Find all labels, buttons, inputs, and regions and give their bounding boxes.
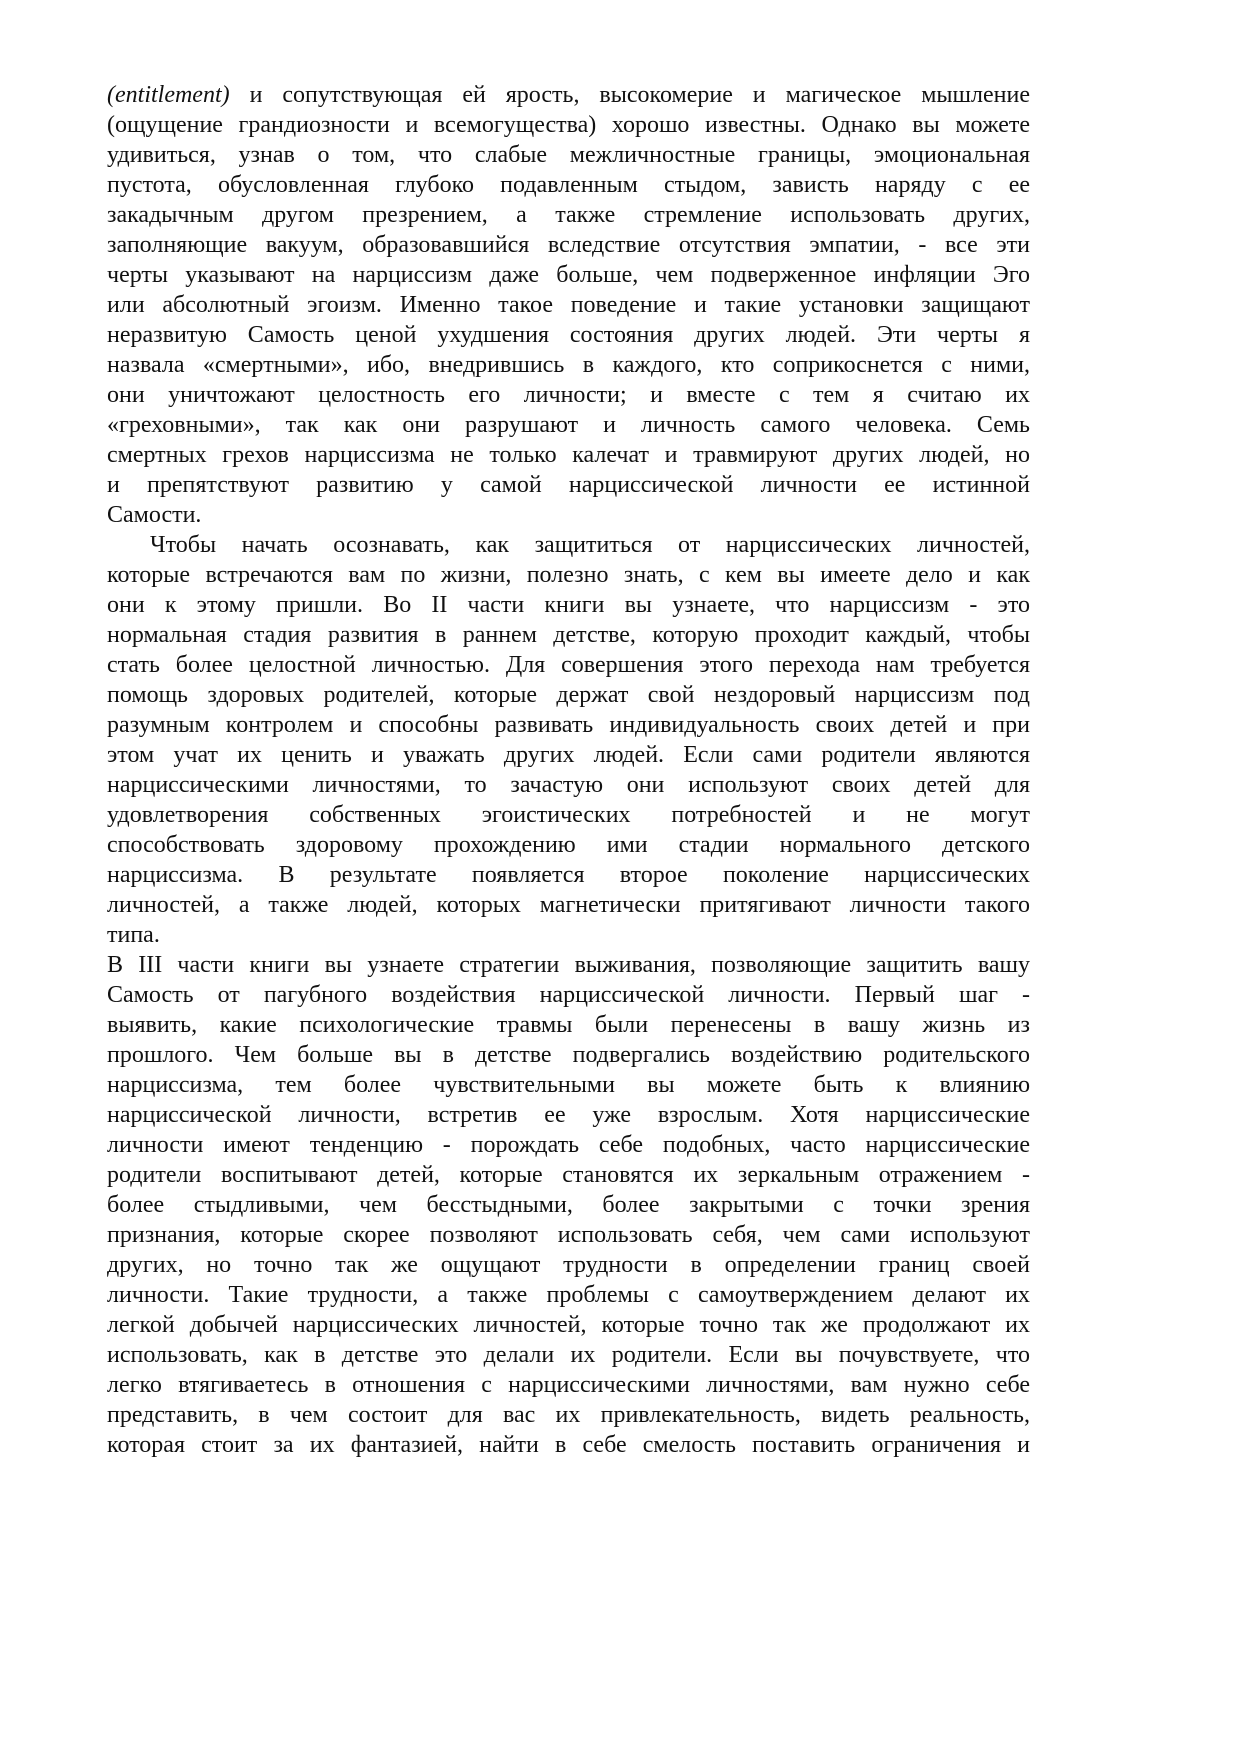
text-line: способствовать здоровому прохождению ими стадии нормального детского [107, 832, 1030, 858]
text-line: стать более целостной личностью. Для совершения этого перехода нам требуется [107, 652, 1030, 678]
text-line: и препятствуют развитию у самой нарциссической личности ее истинной [107, 472, 1030, 498]
paragraph [107, 80, 1030, 530]
text-line: (ощущение грандиозности и всемогущества) хорошо известны. Однако вы можете [107, 112, 1030, 138]
text-line: которые встречаются вам по жизни, полезно знать, с кем вы имеете дело и как [107, 562, 1030, 588]
text-line: смертных грехов нарциссизма не только калечат и травмируют других людей, но [107, 442, 1030, 468]
text-line: Самость от пагубного воздействия нарциссической личности. Первый шаг - [107, 982, 1030, 1008]
text-line: легко втягиваетесь в отношения с нарциссическими личностями, вам нужно себе [107, 1372, 1030, 1398]
text-line: личности имеют тенденцию - порождать себе подобных, часто нарциссические [107, 1132, 1030, 1158]
text-line: типа. [107, 922, 160, 948]
text-line: они уничтожают целостность его личности; и вместе с тем я считаю их [107, 382, 1030, 408]
text-line: личностей, а также людей, которых магнетически притягивают личности такого [107, 892, 1030, 918]
text-line: неразвитую Самость ценой ухудшения состояния других людей. Эти черты я [107, 322, 1030, 348]
text-line: назвала «смертными», ибо, внедрившись в каждого, кто соприкоснется с ними, [107, 352, 1030, 378]
text-line: нарциссическими личностями, то зачастую они используют своих детей для [107, 772, 1030, 798]
text-line: (entitlement) и сопутствующая ей ярость, высокомерие и магическое мышление [107, 82, 1031, 108]
text-line: удивиться, узнав о том, что слабые межличностные границы, эмоциональная [107, 142, 1030, 168]
text-line: помощь здоровых родителей, которые держат свой нездоровый нарциссизм под [107, 682, 1030, 708]
text-line: родители воспитывают детей, которые становятся их зеркальным отражением - [107, 1162, 1030, 1188]
text-line: пустота, обусловленная глубоко подавленным стыдом, зависть наряду с ее [107, 172, 1030, 198]
text-line: или абсолютный эгоизм. Именно такое поведение и такие установки защищают [107, 292, 1030, 318]
text-line: других, но точно так же ощущают трудности в определении границ своей [107, 1252, 1030, 1278]
paragraph [107, 950, 1030, 1460]
text-line: личности. Такие трудности, а также проблемы с самоутверждением делают их [107, 1282, 1030, 1308]
text-line: этом учат их ценить и уважать других людей. Если сами родители являются [107, 742, 1030, 768]
text-line: Самости. [107, 502, 202, 528]
text-line: они к этому пришли. Во II части книги вы узнаете, что нарциссизм - это [107, 592, 1030, 618]
text-line: нарциссизма. В результате появляется второе поколение нарциссических [107, 862, 1030, 888]
text-line: Чтобы начать осознавать, как защититься от нарциссических личностей, [150, 532, 1030, 558]
text-line: удовлетворения собственных эгоистических потребностей и не могут [107, 802, 1030, 828]
text-line: нарциссической личности, встретив ее уже взрослым. Хотя нарциссические [107, 1102, 1030, 1128]
text-line: использовать, как в детстве это делали их родители. Если вы почувствуете, что [107, 1342, 1030, 1368]
paragraph [107, 530, 1030, 950]
italic-term: (entitlement) [107, 82, 230, 108]
text-line: нормальная стадия развития в раннем детстве, которую проходит каждый, чтобы [107, 622, 1030, 648]
document-page [107, 80, 1030, 1460]
text-line: заполняющие вакуум, образовавшийся вследствие отсутствия эмпатии, - все эти [107, 232, 1030, 258]
text-line: нарциссизма, тем более чувствительными вы можете быть к влиянию [107, 1072, 1030, 1098]
text-line: черты указывают на нарциссизм даже больше, чем подверженное инфляции Эго [107, 262, 1030, 288]
text-line: которая стоит за их фантазией, найти в себе смелость поставить ограничения и [107, 1432, 1030, 1458]
text-line: разумным контролем и способны развивать индивидуальность своих детей и при [107, 712, 1030, 738]
text-line: признания, которые скорее позволяют использовать себя, чем сами используют [107, 1222, 1030, 1248]
text-line: В III части книги вы узнаете стратегии выживания, позволяющие защитить вашу [107, 952, 1030, 978]
text-line: «греховными», так как они разрушают и личность самого человека. Семь [107, 412, 1030, 438]
text-line: более стыдливыми, чем бесстыдными, более закрытыми с точки зрения [107, 1192, 1030, 1218]
text-line: прошлого. Чем больше вы в детстве подвергались воздействию родительского [107, 1042, 1030, 1068]
text-line: выявить, какие психологические травмы были перенесены в вашу жизнь из [107, 1012, 1030, 1038]
text-line: легкой добычей нарциссических личностей, которые точно так же продолжают их [107, 1312, 1030, 1338]
text-line: представить, в чем состоит для вас их привлекательность, видеть реальность, [107, 1402, 1030, 1428]
text-line: закадычным другом презрением, а также стремление использовать других, [107, 202, 1030, 228]
